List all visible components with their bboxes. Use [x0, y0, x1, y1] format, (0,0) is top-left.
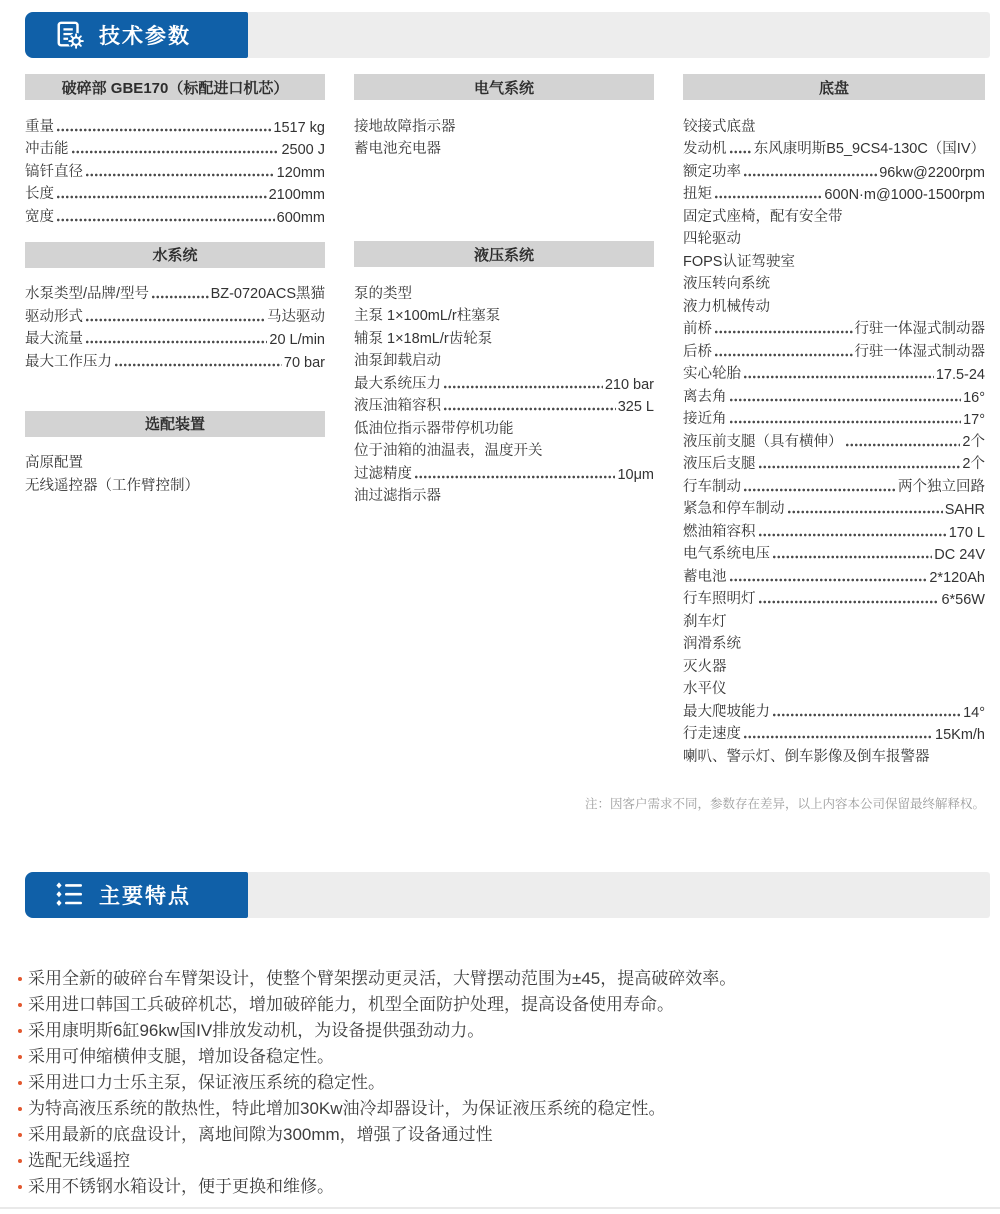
spec-value: 2个 [962, 433, 985, 450]
spec-value: 6*56W [941, 592, 985, 608]
dot-leader [758, 464, 961, 470]
spec-value: 2500 J [281, 142, 325, 158]
dot-leader [845, 442, 961, 448]
dot-leader [56, 194, 267, 200]
dot-leader [85, 317, 265, 323]
spec-label: 行车制动 [683, 478, 741, 495]
features-banner-box [25, 872, 248, 918]
spec-value: DC 24V [934, 547, 985, 563]
spec-label: 润滑系统 [683, 636, 741, 652]
spec-label: 低油位指示器带停机功能 [354, 420, 514, 437]
spec-row [354, 370, 654, 393]
spec-value: 1517 kg [273, 119, 325, 136]
section-header-breaker [25, 74, 325, 100]
spec-row [683, 541, 985, 564]
spec-row [683, 518, 985, 541]
spec-row [354, 460, 654, 483]
dot-leader [743, 374, 934, 380]
dot-leader [714, 329, 853, 335]
spec-value: 600N·m@1000-1500rpm [824, 187, 985, 203]
spec-value: 东风康明斯B5_9CS4-130C（国IV） [753, 141, 985, 157]
dot-leader [729, 577, 928, 583]
features-list [18, 966, 975, 1200]
tech-params-banner [25, 12, 990, 58]
hydraulic-spec-list [354, 280, 654, 505]
bullet-dot-icon [18, 1133, 22, 1137]
spec-value: 120mm [276, 164, 325, 181]
bullet-dot-icon [18, 1055, 22, 1059]
banner-strip [248, 872, 990, 918]
features-title: 主要特点 [99, 884, 191, 908]
spec-label: 喇叭、警示灯、倒车影像及倒车报警器 [683, 748, 930, 765]
spec-row [683, 653, 985, 676]
spec-value: 16° [963, 389, 985, 406]
spec-column-2 [354, 74, 654, 505]
document-gear-icon [55, 20, 85, 50]
feature-item [18, 1044, 975, 1070]
spec-value: 2个 [962, 456, 985, 472]
dot-leader [443, 406, 616, 412]
spec-row [354, 438, 654, 461]
spec-row [683, 676, 985, 699]
spec-row [25, 203, 325, 226]
spec-label: 最大流量 [25, 331, 83, 347]
spec-column-1 [25, 74, 325, 495]
bullet-dot-icon [18, 1081, 22, 1085]
spec-label: 镐钎直径 [25, 163, 83, 180]
spec-row [354, 393, 654, 416]
dot-leader [85, 172, 275, 178]
electrical-spec-list [354, 113, 654, 158]
spec-label: 紧急和停车制动 [683, 501, 785, 517]
section-header-chassis [683, 74, 985, 100]
spec-value: 行驻一体湿式制动器 [854, 321, 985, 337]
spec-label: 驱动形式 [25, 308, 83, 325]
dot-leader [729, 397, 962, 403]
spec-label: 后桥 [683, 343, 712, 360]
spec-label: 额定功率 [683, 163, 741, 180]
bullet-dot-icon [18, 1185, 22, 1189]
spec-label: 宽度 [25, 208, 54, 225]
spec-label: 实心轮胎 [683, 366, 741, 382]
bullet-dot-icon [18, 1003, 22, 1007]
spec-row [25, 281, 325, 304]
feature-text: 为特高液压系统的散热性，特此增加30Kw油冷却器设计，为保证液压系统的稳定性。 [28, 1098, 666, 1118]
spec-row [354, 415, 654, 438]
dot-leader [56, 217, 275, 223]
spec-label: 液压转向系统 [683, 276, 770, 292]
dot-leader [772, 554, 932, 560]
dot-leader [743, 172, 877, 178]
feature-item [18, 992, 975, 1018]
bullet-dot-icon [18, 1107, 22, 1111]
spec-label: 液压油箱容积 [354, 398, 441, 414]
spec-row [354, 325, 654, 348]
spec-label: 灭火器 [683, 658, 727, 675]
dot-leader [443, 384, 603, 390]
spec-value: SAHR [944, 502, 985, 518]
spec-label: 油泵卸载启动 [354, 353, 441, 369]
spec-label: 燃油箱容积 [683, 523, 756, 540]
spec-value: 2100mm [268, 187, 325, 203]
feature-item [18, 1018, 975, 1044]
spec-label: 发动机 [683, 141, 727, 157]
spec-label: 蓄电池 [683, 568, 727, 585]
dot-leader [743, 734, 933, 740]
spec-label: 重量 [25, 118, 54, 135]
spec-value: 15Km/h [935, 727, 985, 743]
spec-row [683, 338, 985, 361]
spec-label: 四轮驱动 [683, 231, 741, 247]
spec-row [683, 113, 985, 136]
spec-value: 14° [963, 704, 985, 721]
feature-item [18, 1148, 975, 1174]
feature-item [18, 1122, 975, 1148]
spec-row [683, 698, 985, 721]
spec-row [683, 406, 985, 429]
bullet-dot-icon [18, 1029, 22, 1033]
spec-row [683, 586, 985, 609]
spec-row [683, 473, 985, 496]
spec-label: 离去角 [683, 388, 727, 405]
spec-row [683, 158, 985, 181]
spec-row [354, 280, 654, 303]
dot-leader [787, 509, 943, 515]
spec-row [683, 451, 985, 474]
spec-row [25, 450, 325, 473]
breaker-spec-list [25, 113, 325, 226]
section-header-hydraulic [354, 241, 654, 267]
spec-row [25, 113, 325, 136]
section-title: 电气系统 [473, 79, 534, 97]
spec-row [354, 348, 654, 371]
spec-value: 325 L [617, 399, 654, 415]
dot-leader [758, 599, 940, 605]
spec-row [354, 136, 654, 159]
spec-label: 蓄电池充电器 [354, 141, 441, 157]
spec-label: 长度 [25, 186, 54, 202]
spec-value: 600mm [276, 209, 325, 226]
spec-value: BZ-0720ACS黑猫 [210, 286, 325, 302]
spec-row [683, 203, 985, 226]
spec-value: 行驻一体湿式制动器 [854, 343, 985, 360]
section-header-optional [25, 411, 325, 437]
spec-row [683, 428, 985, 451]
spec-label: 最大系统压力 [354, 375, 441, 392]
dot-leader [729, 419, 962, 425]
spec-label: 行车照明灯 [683, 591, 756, 607]
spec-label: 行走速度 [683, 726, 741, 742]
dot-leader [85, 339, 267, 345]
spec-row [683, 136, 985, 159]
spec-row [683, 563, 985, 586]
disclaimer-note: 注：因客户需求不同，参数存在差异，以上内容本公司保留最终解释权。 [584, 796, 985, 811]
spec-row [25, 326, 325, 349]
tech-params-title: 技术参数 [99, 25, 191, 48]
spec-value: 20 L/min [269, 332, 325, 348]
spec-row [354, 483, 654, 506]
spec-label: 油过滤指示器 [354, 488, 441, 504]
banner-strip [248, 12, 990, 58]
spec-row [683, 631, 985, 654]
section-title: 选配装置 [144, 416, 205, 433]
spec-label: 水泵类型/品牌/型号 [25, 286, 150, 302]
bottom-divider [0, 1207, 1000, 1209]
section-title: 底盘 [818, 79, 849, 97]
spec-row [683, 361, 985, 384]
bullet-dot-icon [18, 1159, 22, 1163]
feature-item [18, 1174, 975, 1200]
feature-item [18, 1096, 975, 1122]
feature-text: 选配无线遥控 [28, 1150, 130, 1170]
spec-label: 液压后支腿 [683, 456, 756, 472]
spec-label: 刹车灯 [683, 613, 727, 630]
spec-row [25, 303, 325, 326]
section-title: 水系统 [152, 247, 198, 264]
tech-params-banner-box [25, 12, 248, 58]
feature-text: 采用进口力士乐主泵，保证液压系统的稳定性。 [28, 1072, 385, 1092]
spec-label: 固定式座椅，配有安全带 [683, 208, 843, 225]
dot-leader [729, 149, 752, 155]
spec-row [683, 743, 985, 766]
spec-row [683, 271, 985, 294]
spec-label: FOPS认证驾驶室 [683, 253, 795, 270]
spec-label: 电气系统电压 [683, 546, 770, 562]
spec-label: 无线遥控器（工作臂控制） [25, 477, 199, 494]
spec-value: 210 bar [604, 376, 654, 393]
spec-value: 96kw@2200rpm [879, 164, 985, 181]
spec-row [683, 496, 985, 519]
spec-label: 接近角 [683, 411, 727, 427]
spec-label: 最大爬坡能力 [683, 703, 770, 720]
spec-row [25, 136, 325, 159]
spec-label: 高原配置 [25, 455, 83, 471]
spec-column-3 [683, 74, 985, 766]
feature-text: 采用可伸缩横伸支腿，增加设备稳定性。 [28, 1046, 334, 1066]
water-spec-list [25, 281, 325, 371]
spec-row [683, 293, 985, 316]
spec-label: 铰接式底盘 [683, 118, 756, 135]
spec-row [683, 608, 985, 631]
feature-text: 采用康明斯6缸96kw国IV排放发动机，为设备提供强劲动力。 [28, 1020, 485, 1040]
feature-text: 采用最新的底盘设计，离地间隙为300mm，增强了设备通过性 [28, 1124, 493, 1144]
spec-value: 两个独立回路 [898, 478, 985, 495]
spec-row [683, 181, 985, 204]
spec-label: 液力机械传动 [683, 298, 770, 315]
dot-leader [414, 474, 615, 480]
spec-row [25, 158, 325, 181]
spec-row [683, 316, 985, 339]
spec-label: 扭矩 [683, 186, 712, 202]
dot-leader [714, 352, 853, 358]
feature-text: 采用进口韩国工兵破碎机芯，增加破碎能力，机型全面防护处理，提高设备使用寿命。 [28, 994, 674, 1014]
spec-label: 主泵 1×100mL/r柱塞泵 [354, 308, 501, 324]
spec-value: 马达驱动 [267, 308, 325, 325]
feature-item [18, 1070, 975, 1096]
spec-value: 17° [963, 412, 985, 428]
spec-value: 17.5-24 [935, 367, 985, 383]
dot-leader [56, 127, 271, 133]
dot-leader [151, 294, 209, 300]
spec-label: 液压前支腿（具有横伸） [683, 433, 843, 450]
bullet-dot-icon [18, 977, 22, 981]
spec-row [683, 721, 985, 744]
section-header-electrical [354, 74, 654, 100]
features-banner [25, 872, 990, 918]
spec-label: 泵的类型 [354, 285, 412, 302]
dot-leader [772, 712, 961, 718]
dot-leader [714, 194, 822, 200]
section-title: 破碎部 GBE170（标配进口机芯） [61, 79, 289, 97]
spec-label: 冲击能 [25, 141, 69, 157]
spec-row [25, 348, 325, 371]
dot-leader [743, 487, 896, 493]
spec-row [683, 383, 985, 406]
dot-leader [758, 532, 947, 538]
spec-row [683, 248, 985, 271]
spec-label: 最大工作压力 [25, 353, 112, 370]
bullet-list-icon [55, 881, 85, 908]
spec-label: 前桥 [683, 321, 712, 337]
spec-row [25, 181, 325, 204]
feature-item [18, 966, 975, 992]
chassis-spec-list [683, 113, 985, 766]
spec-value: 70 bar [283, 354, 325, 371]
spec-row [683, 226, 985, 249]
dot-leader [114, 362, 282, 368]
spec-label: 辅泵 1×18mL/r齿轮泵 [354, 330, 493, 347]
dot-leader [71, 149, 280, 155]
spec-value: 2*120Ah [929, 569, 985, 586]
spec-value: 10μm [617, 466, 654, 483]
spec-row [354, 303, 654, 326]
spec-label: 水平仪 [683, 681, 727, 697]
spec-label: 位于油箱的油温表，温度开关 [354, 443, 543, 459]
spec-row [25, 472, 325, 495]
spec-row [354, 113, 654, 136]
spec-label: 接地故障指示器 [354, 118, 456, 135]
spec-columns [25, 74, 985, 766]
feature-text: 采用全新的破碎台车臂架设计，使整个臂架摆动更灵活，大臂摆动范围为±45，提高破碎效率。 [28, 968, 737, 988]
feature-text: 采用不锈钢水箱设计，便于更换和维修。 [28, 1176, 334, 1196]
section-header-water [25, 242, 325, 268]
optional-spec-list [25, 450, 325, 495]
spec-value: 170 L [948, 524, 985, 541]
spec-label: 过滤精度 [354, 465, 412, 482]
section-title: 液压系统 [473, 246, 534, 264]
